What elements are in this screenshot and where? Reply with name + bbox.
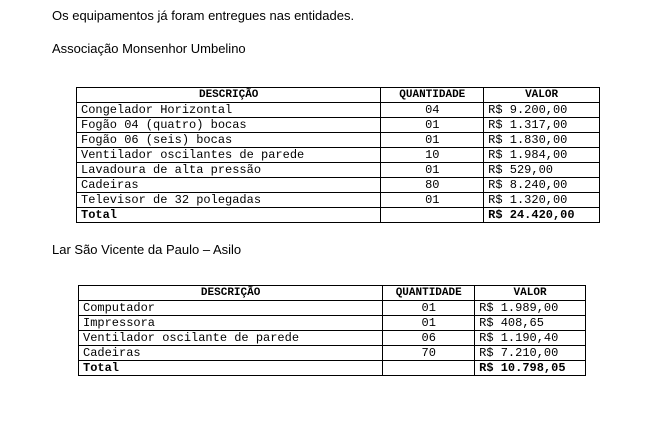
header-quantidade: QUANTIDADE [383, 286, 475, 301]
cell-quantidade: 04 [381, 103, 484, 118]
cell-valor: R$ 7.210,00 [475, 346, 586, 361]
table-row [77, 133, 600, 148]
table-row [79, 301, 586, 316]
cell-quantidade: 01 [383, 301, 475, 316]
cell-valor: R$ 1.830,00 [484, 133, 600, 148]
header-quantidade: QUANTIDADE [381, 88, 484, 103]
total-value: R$ 24.420,00 [484, 208, 600, 223]
cell-valor: R$ 1.984,00 [484, 148, 600, 163]
table-total-row [79, 361, 586, 376]
section1-heading: Associação Monsenhor Umbelino [52, 41, 246, 56]
table-header-row [79, 286, 586, 301]
cell-descricao: Televisor de 32 polegadas [77, 193, 381, 208]
table-row [77, 103, 600, 118]
cell-quantidade: 01 [381, 163, 484, 178]
cell-quantidade: 10 [381, 148, 484, 163]
cell-valor: R$ 1.317,00 [484, 118, 600, 133]
cell-descricao: Cadeiras [79, 346, 383, 361]
cell-descricao: Lavadoura de alta pressão [77, 163, 381, 178]
cell-quantidade: 01 [381, 118, 484, 133]
cell-quantidade: 01 [383, 316, 475, 331]
cell-quantidade: 06 [383, 331, 475, 346]
table-associacao [76, 87, 600, 223]
intro-text: Os equipamentos já foram entregues nas entidades. [52, 8, 355, 23]
cell-valor: R$ 1.190,40 [475, 331, 586, 346]
header-valor: VALOR [484, 88, 600, 103]
cell-valor: R$ 1.320,00 [484, 193, 600, 208]
cell-quantidade: 01 [381, 193, 484, 208]
cell-valor: R$ 9.200,00 [484, 103, 600, 118]
cell-quantidade: 80 [381, 178, 484, 193]
table-row [77, 148, 600, 163]
cell-descricao: Impressora [79, 316, 383, 331]
section2-heading: Lar São Vicente da Paulo – Asilo [52, 242, 242, 257]
table-lar-sao-vicente [78, 285, 586, 376]
table-total-row [77, 208, 600, 223]
total-label: Total [77, 208, 381, 223]
total-label: Total [79, 361, 383, 376]
cell-descricao: Congelador Horizontal [77, 103, 381, 118]
cell-quantidade: 01 [381, 133, 484, 148]
cell-valor: R$ 408,65 [475, 316, 586, 331]
header-valor: VALOR [475, 286, 586, 301]
table-row [77, 118, 600, 133]
table-row [77, 193, 600, 208]
total-quantity-empty [381, 208, 484, 223]
cell-descricao: Cadeiras [77, 178, 381, 193]
cell-descricao: Ventilador oscilantes de parede [77, 148, 381, 163]
cell-descricao: Computador [79, 301, 383, 316]
header-descricao: DESCRIÇÃO [77, 88, 381, 103]
table-row [79, 346, 586, 361]
cell-descricao: Ventilador oscilante de parede [79, 331, 383, 346]
cell-descricao: Fogão 04 (quatro) bocas [77, 118, 381, 133]
header-descricao: DESCRIÇÃO [79, 286, 383, 301]
total-quantity-empty [383, 361, 475, 376]
cell-descricao: Fogão 06 (seis) bocas [77, 133, 381, 148]
cell-valor: R$ 1.989,00 [475, 301, 586, 316]
table-row [77, 163, 600, 178]
table-row [77, 178, 600, 193]
table-header-row [77, 88, 600, 103]
cell-valor: R$ 529,00 [484, 163, 600, 178]
cell-valor: R$ 8.240,00 [484, 178, 600, 193]
total-value: R$ 10.798,05 [475, 361, 586, 376]
cell-quantidade: 70 [383, 346, 475, 361]
table-row [79, 316, 586, 331]
table-row [79, 331, 586, 346]
